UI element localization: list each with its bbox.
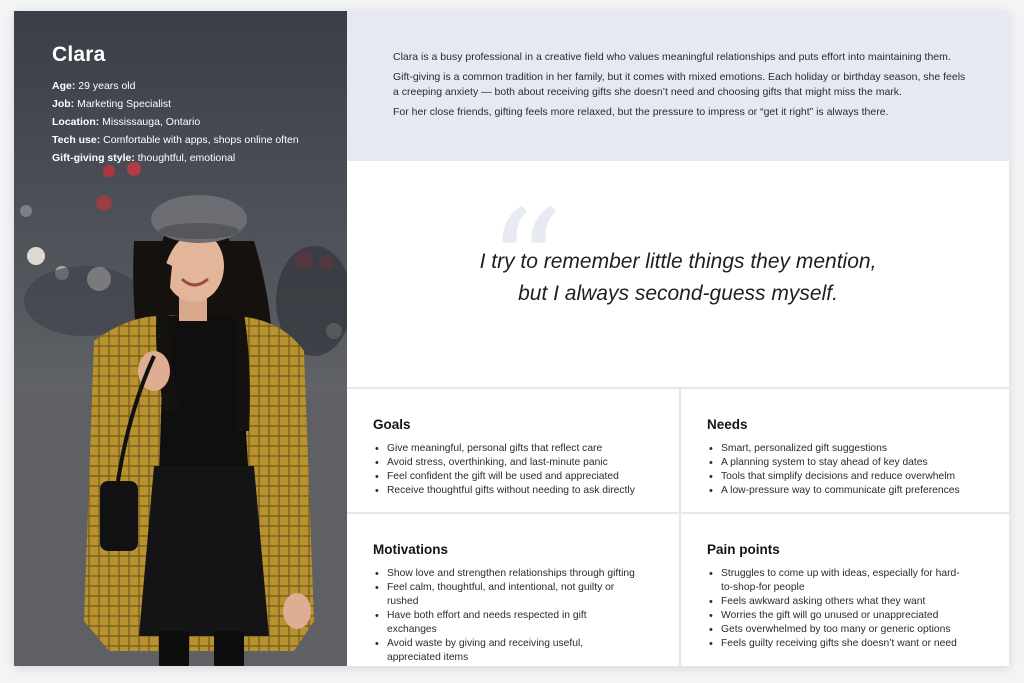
list-item: • Avoid waste by giving and receiving useful, appreciated items: [373, 637, 639, 665]
quote-line: but I always second-guess myself.: [518, 282, 838, 305]
list-item: • Worries the gift will go unused or unappreciated: [707, 609, 969, 623]
needs-list: [707, 442, 985, 498]
goals-list: [373, 442, 655, 498]
persona-card: [14, 11, 1009, 666]
style-label: Gift-giving style:: [52, 152, 135, 164]
list-item: • Receive thoughtful gifts without needing to ask directly: [373, 484, 655, 498]
needs-heading: Needs: [707, 417, 748, 432]
pain-points-heading: Pain points: [707, 542, 780, 557]
list-item: • Have both effort and needs respected in gift exchanges: [373, 609, 639, 637]
bio-paragraph: Clara is a busy professional in a creative field who values meaningful relationships and puts effort into maintaining them.: [393, 51, 951, 63]
tech-value: Comfortable with apps, shops online often: [103, 134, 299, 146]
goals-panel: [347, 389, 679, 512]
persona-quote: [347, 246, 1009, 310]
persona-name: Clara: [52, 43, 106, 66]
list-item: • Feel calm, thoughtful, and intentional, not guilty or rushed: [373, 581, 639, 609]
list-item: • Struggles to come up with ideas, especially for hard-to-shop-for people: [707, 567, 969, 595]
goals-heading: Goals: [373, 417, 411, 432]
list-item: • Tools that simplify decisions and reduce overwhelm: [707, 470, 985, 484]
quote-line: I try to remember little things they mention,: [479, 250, 877, 273]
list-item: • Show love and strengthen relationships through gifting: [373, 567, 639, 581]
job-row: [52, 95, 299, 113]
motivations-list: [373, 567, 639, 665]
quote-mark-icon: “: [487, 179, 564, 353]
bio-paragraph: For her close friends, gifting feels more relaxed, but the pressure to impress or “get it right” is always there.: [393, 106, 889, 118]
motivations-heading: Motivations: [373, 542, 449, 557]
bio-paragraph: Gift-giving is a common tradition in her family, but it comes with mixed emotions. Each holiday or birthday season, she feels a creeping anxiety — both about receiving gifts she doesn’t need and choosing gifts that might miss the mark.: [393, 71, 966, 98]
quote-section: [347, 161, 1009, 387]
tech-row: [52, 131, 299, 149]
pain-points-list: [707, 567, 969, 651]
list-item: • Feels guilty receiving gifts she doesn’t want or need: [707, 637, 969, 651]
style-row: [52, 149, 299, 167]
list-item: • Avoid stress, overthinking, and last-minute panic: [373, 456, 655, 470]
list-item: • Smart, personalized gift suggestions: [707, 442, 985, 456]
list-item: • Feel confident the gift will be used and appreciated: [373, 470, 655, 484]
motivations-panel: [347, 514, 679, 666]
list-item: • A planning system to stay ahead of key dates: [707, 456, 985, 470]
needs-panel: [681, 389, 1009, 512]
age-row: [52, 77, 299, 95]
job-label: Job:: [52, 98, 75, 110]
location-value: Mississauga, Ontario: [102, 116, 201, 128]
list-item: • A low-pressure way to communicate gift preferences: [707, 484, 985, 498]
age-value: 29 years old: [78, 80, 136, 92]
list-item: • Gets overwhelmed by too many or generic options: [707, 623, 969, 637]
location-row: [52, 113, 299, 131]
bio-section: [347, 11, 1009, 161]
list-item: • Feels awkward asking others what they want: [707, 595, 969, 609]
tech-label: Tech use:: [52, 134, 101, 146]
pain-points-panel: [681, 514, 1009, 666]
location-label: Location:: [52, 116, 100, 128]
list-item: • Give meaningful, personal gifts that reflect care: [373, 442, 655, 456]
job-value: Marketing Specialist: [77, 98, 172, 110]
age-label: Age:: [52, 80, 76, 92]
persona-photo: [14, 11, 347, 666]
style-value: thoughtful, emotional: [137, 152, 236, 164]
profile-details: [52, 43, 299, 167]
